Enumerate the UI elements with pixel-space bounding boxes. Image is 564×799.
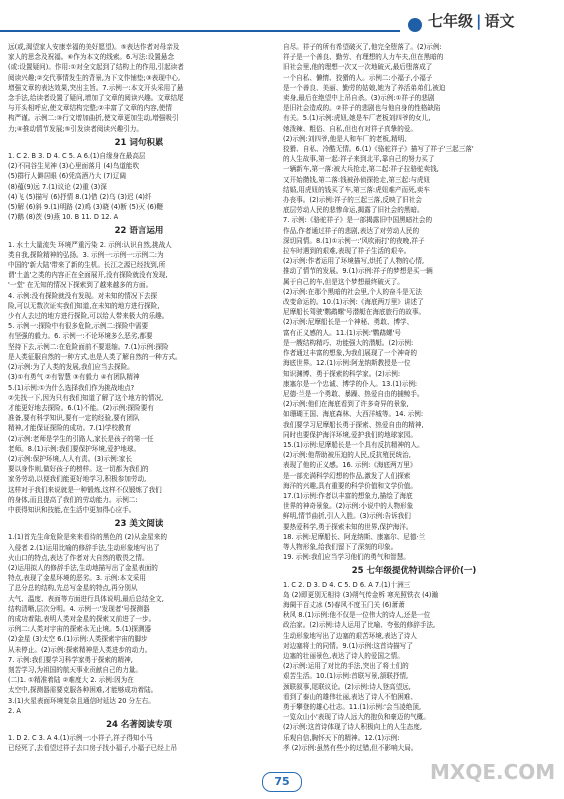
text-line: 乐观自信,胸怀天下的精神。12.(1)示例: [283,733,400,742]
text-line: (2)示例:运用了对比的手法,突出了将士们的 [283,662,409,671]
text-line: 家务劳动,以便我们能更好地学习,积极参加劳动, [8,475,147,484]
text-line: (2)示例:在那个黑暗的社会里,个人的奋斗是无法 [283,287,422,296]
text-line: 从未停止。(2)示例:探索精神是人类进步的动力。 [8,645,152,654]
right-column [283,42,545,753]
text-line: 谓'土盖'之类的内容正在全面展开,没有探险就没有发现, [8,271,168,280]
text-line: (2)不同谷生见神 (3)心里面落月 (4)鸟道能吹 [8,162,140,171]
text-line: 力;④推动情节发展;⑤引发读者阅读兴趣引力。 [8,124,143,133]
text-line: 坚持下去,示例二:在危险面前不要退缩。7.(1)示例:探险 [8,342,169,351]
text-line: 勇于攀登的雄心壮志。11.(1)示例:'会当凌绝顶, [283,703,422,711]
text-line: 1. C 2. D 3. D 4. C 5. D 6. A 7.(1)十洲三 [283,580,411,589]
text-line: 了总分总的结构,先总写金星的特点,再分别从 [8,584,138,593]
text-line: 是一个善良、美丽、勤劳的姑娘,她为了养活弟弟们,被迫 [283,83,446,92]
text-line: (8)蕴(9)远 7.(1)议论 (2)重 (3)深 [8,182,107,191]
text-line: 少有人去过的地方进行探险,可以给人带来极大的乐趣。 [8,312,169,321]
text-line: 岛 (2)即更别无相待 (3)朔气传金柝 寒光照铁衣 (4)瀚 [283,590,439,599]
text-line: 对边塞将士的同情。9.(1)示例:这首诗描写了 [283,641,413,650]
text-line: 中获得知识和技能,在生活中更加得心应手。 [8,505,136,514]
text-line: 太空中,探测器需要克服各种困难,才能够成功着陆。 [8,686,158,695]
text-line: (4)飞 (5)描写 (6)抒情 8.(1)借 (2)乌 (3)迟 (4)纤 [8,192,152,201]
section-title: 22 语言运用 [114,226,164,237]
text-line: (2)示例:刘四爷,他是人和车厂的老板,精明、 [283,134,411,143]
text-line: 才能更好地去探险。6.(1)不能。(2)示例:探险要有 [8,403,154,412]
watermark: MXQE.COM [430,760,556,784]
text-line: 政治家。(2)示例:诗人运用了比喻、夸张的修辞手法, [283,621,436,630]
text-line: 世界的神奇景象。(2)示例:小说中的人物形象 [283,502,414,511]
text-line: 大气、温度、表面等方面进行具体说明,最后总结全文, [8,594,164,603]
text-line: 类自我,探险精神的弘扬。3. 示例一:示例一:示例二:为 [8,250,164,259]
header-rule [0,30,400,32]
text-line: 边塞的壮丽景色,表达了诗人的爱国之情。 [283,651,404,660]
text-line: 5. 示例一:探险中有很多危险,示例二:探险中需要 [8,322,149,331]
text-line: 海阑干百丈冰 (5)春风不度玉门关 (6)萧萧 [283,600,405,609]
text-line: 火山口的特点,表达了作者对大自然的敬畏之情。 [8,553,149,562]
text-line: 如珊瑚王国、海底森林、大西洋城等。14. 示例: [283,410,424,419]
text-line: 属于自己的车,但是这个梦想最终破灭了。 [283,277,404,286]
text-line: 要热爱科学,勇于探索未知的世界,保护海洋。 [283,522,413,531]
text-line: 推动了情节的发展。9.(1)示例:祥子的梦想是买一辆 [283,267,433,276]
text-line: 老师。8.(1)示例:我们要保护环境,爱护地球。 [8,444,141,453]
text-line: 中国的'新大陆'带来了新的生机。长江之源已经找到,所 [8,261,166,270]
text-line: 秋风 8.(1)示例:他不仅是一位伟大的诗人,还是一位 [283,611,431,620]
text-line: 富有正义感的人。11.(1)示例:'鹦鹉螺'号 [283,328,401,337]
text-line: 康塞尔是一个忠诚、博学的仆人。13.(1)示例: [283,379,418,388]
text-line: (2)示例:他们在海底看到了许多奇异的景象, [283,400,409,409]
text-line: 拉车时遇到的艰难,表现了祥子生活的艰辛。 [283,247,411,256]
text-line: 改变命运的。10.(1)示例:《海底两万里》讲述了 [283,298,424,307]
text-line: 一辆新车,第一落:被大兵抢走,第二起:祥子拉骆驼卖钱, [283,165,439,174]
text-line: 底层劳动人民的悲惨命运,揭露了旧社会的黑暗。 [283,206,424,215]
text-line: 海底世界。12.(1)示例:阿龙纳斯教授是一位 [283,359,411,368]
text-line: (2)示例:尼摩船长是一个神秘、勇敢、博学、 [283,318,414,327]
text-line: 看到了泰山的雄伟壮丽,表达了诗人不怕困难、 [283,692,417,701]
text-line: 示例二:人类对宇宙的探索永无止境。5.(1)探测器 [8,625,152,634]
text-line: 艰苦生活。10.(1)示例:首联写景,颔联抒情, [283,672,409,681]
text-line: '一堂' 在无知的情况下探索到了越来越多的方面。 [8,281,153,290]
text-line: 卖身,最后在绝望中上吊自杀。(3)示例:①祥子的悲剧 [283,94,435,103]
text-line: 要以身作则,做好孩子的榜样。这一切都为我们的 [8,465,149,474]
text-line: 构严谨。示例二:③行文增加曲折,使文章更加生动,增强吸引 [8,114,179,123]
text-line: 念手法,给读者设置了疑问,增加了文章的阅读兴趣。文章结尾 [8,94,184,103]
section-title: 25 七年级提优特训综合评价(一) [351,566,477,577]
page-number: 75 [262,772,302,792]
text-line: 结构清晰,层次分明。4. 示例一:'发现者'号探测器 [8,604,150,613]
text-line: 作者通过丰富的想象,为我们展现了一个神奇的 [283,349,417,358]
text-line: 已经死了,去看望过祥子去口房子找小福子,小福子已经上吊 [8,744,178,753]
text-line: 刻苦学习,为祖国的航天事业贡献自己的力量。 [8,665,142,674]
text-line: 有坚强的毅力。6. 示例一:不论环境多么恶劣,都要 [8,332,153,341]
text-line: 4. 示例:没有探险就没有发现。对未知的情况下去探 [8,291,158,300]
text-line: 18. 示例:尼摩船长、阿龙纳斯、康塞尔、尼德·兰 [283,532,426,541]
header-subject: 语文 [484,12,515,30]
header-dot-icon [408,18,422,32]
text-line: 5.(1)示例:①为什么选择我们作为挑战地点? [8,383,135,392]
text-line: 是人类征服自然的一种方式,也是人类了解自然的一种方式。 [8,352,182,361]
text-line: 又开始攒钱,第二落:钱被孙侦探抢走,第三起:与虎妞 [283,175,431,184]
header-grade: 七年级 [428,12,474,30]
text-line: 尼德·兰是一个勇敢、暴躁、热爱自由的捕鲸手。 [283,389,424,398]
text-line: 19. 示例:我们应当学习他们的勇气和智慧。 [283,553,410,562]
text-line: (2)金星 (3)太空 6.(1)示例:人类探索宇宙的脚步 [8,635,148,644]
text-line: 我们要学习尼摩船长勇于探索、热爱自由的精神, [283,420,424,429]
text-line: 险,可以无数次证实我们知道,在未知的地方进行探险, [8,301,160,310]
text-line: 1. D 2. C 3. A 4.(1)示例一:小祥子,祥子得知小马 [8,734,153,743]
text-line: 深切同情。8.(1)①示例一:'风吹雨打'的夜晚,祥子 [283,236,425,245]
text-line: 的身体,而且提高了我们的劳动能力。示例二: [8,495,138,504]
text-line: 生动形象地写出了边塞的艰苦环境,表达了诗人 [283,631,417,640]
text-line: 办丧事。(2)示例:祥子的三起三落,反映了旧社会 [283,196,422,205]
text-line: 知识渊博、勇于探索的科学家。(2)示例: [283,369,401,378]
text-line: (2)示例:老师是学生的引路人,家长是孩子的第一任 [8,434,154,443]
text-line: (7)鹅 (8)茨 (9)燕 10. B 11. D 12. A [8,213,119,222]
text-line: 结婚,用虎妞的钱买了车,第三落:虎妞难产而死,卖车 [283,185,430,194]
text-line: 海洋的兴趣,具有重要的科学价值和文学价值。 [283,481,417,490]
text-line: 增强文章的表达效果,突出主旨。7.示例一:本文开头采用了悬 [8,83,184,92]
text-line: 2. A [8,706,21,715]
text-line: 一个自私、懒惰、狡猾的人。示例二:小福子,小福子 [283,73,433,82]
text-line: 7. 示例:《骆驼祥子》是一部揭露旧中国黑暗社会的 [283,216,433,225]
text-line: 阅读兴趣;②交代事情发生的背景,为下文作铺垫;③表现中心, [8,73,181,82]
section-title: 24 名著阅读专项 [106,720,172,730]
text-line: 17.(1)示例:作者以丰富的想象力,描绘了海底 [283,491,413,500]
text-line: (或:设置疑问)。作用:①对全文起到了结构上的作用,引起读者 [8,63,184,72]
text-line: 旧社会里,他的理想一次又一次地破灭,最后堕落成了 [283,63,433,72]
text-line: (2)示例:他帮助被压迫的人民,反抗殖民统治, [283,451,411,460]
text-line: (2)示例:这首诗体现了诗人积极向上的人生态度, [283,723,422,732]
text-line: 尼摩船长驾驶'鹦鹉螺'号潜艇在海底旅行的故事。 [283,308,426,317]
section-title: 21 词句积累 [114,137,164,148]
text-line: 特点,表现了金星环境的恶劣。3. 示例:本文采用 [8,574,146,583]
text-line: 准备,要有科学知识,要有一定的经验,要有团队 [8,414,140,423]
header-title [428,10,515,31]
text-line: 鲜明,情节曲折,引人入胜。(3)示例:告诉我们 [283,512,411,521]
text-line: 是一部充满科学幻想的作品,激发了人们探索 [283,471,411,480]
text-line: 家人的思念及祝福。⑥作为本文的线索。6.写法:设置悬念 [8,53,175,62]
text-line: 3.(1)火星表面环境复杂且通信时延达 20 分左右。 [8,696,155,705]
header-separator: | [476,12,482,30]
text-line: 入侵者 2.(1)运用比喻的修辞手法,生动形象地写出了 [8,543,160,552]
text-line: (2)示例:保护环境,人人有责。(3)示例:家长 [8,454,133,463]
left-column [8,42,270,754]
text-line: 作品,作者通过祥子的悲剧,表达了对劳动人民的 [283,226,420,235]
text-line: 1. C 2. B 3. D 4. C 5. A 6.(1)自缘身在最高层 [8,152,146,161]
text-line: 与开头相呼应,使文章结构完整;②丰富了文章的内容,使情 [8,104,172,113]
text-line: 精神,才能保证探险的成功。7.(1)学校教育 [8,424,132,433]
text-line: 1. 水土大量流失 环境严重污染 2. 示例:认识自然,挑战人 [8,240,172,249]
text-line: 的成功着陆,表明人类对金星的探索又前进了一步。 [8,614,156,623]
text-line: (5)群行人僻居眼 (6)凭高酒乃大 (7)辽阔 [8,172,126,181]
text-line: 她泼辣、粗俗、自私,但也有对祥子真挚的爱。 [283,124,417,133]
text-line: 表现了他的正义感。16. 示例:《海底两万里》 [283,461,417,470]
text-line: ②先找一下,因为只有我们知道了解了这个地方的情况, [8,393,164,402]
text-line: 是一艘结构精巧、功能强大的潜艇。(2)示例: [283,338,414,347]
text-line: 狡猾、自私、冷酷无情。6.(1)《骆驼祥子》描写了祥子'三起三落' [283,145,474,154]
text-line: 自尽。祥子的所有希望破灭了,他完全堕落了。(2)示例: [283,43,442,51]
text-line: 7. 示例:我们要学习科学家勇于探索的精神, [8,655,133,664]
text-line: 祥子是一个善良、勤劳、有理想的人力车夫,但在黑暗的 [283,53,444,62]
text-line: (5)解 (6)斜 9.(1)明路 (2)鸡 (3)晓 (4)断 (5)灭 (6)鞭 [8,203,164,212]
text-line: 这样对于我们来说就是一种锻炼,这样不仅锻炼了我们 [8,485,162,494]
text-line: (二)1. ①精准着陆 ②难度大 2. 示例:因为在 [8,676,134,685]
text-line: 15.(1)示例:尼摩船长是一个具有反抗精神的人。 [283,440,424,449]
text-line: 1.(1)首先生命危险是来来看待的黑色的 (2)从金星来的 [8,533,167,542]
text-line: (2)示例:作者运用了环境描写,烘托了人物的心情, [283,257,425,266]
text-line: 远(或,渴望家人安康幸福的美好愿望)。⑤表达作者对母亲及 [8,43,180,51]
page-header [0,0,564,44]
text-line: 一览众山小'表现了诗人远大的抱负和豪迈的气概。 [283,713,430,722]
text-line: 同时也要保护海洋环境,爱护我们的地球家园。 [283,430,417,439]
text-line: 有关。5.(1)示例:虎妞,她是车厂老板刘四爷的女儿, [283,114,431,123]
text-line: 颈联叙事,尾联议论。(2)示例:诗人登高望远, [283,682,411,691]
text-line: 孝 (2)示例:虽然有些小的过错,但不影响大局。 [283,743,418,752]
section-title: 23 美文阅读 [114,519,164,530]
text-line: (3)①有勇气 ②有智慧 ③有毅力 ④有团队精神 [8,373,140,382]
text-line: 的人生故事,第一起:祥子来到北平,靠自己的努力买了 [283,155,435,164]
text-line: (2)运用拟人的修辞手法,生动地描写出了金星表面的 [8,563,158,572]
text-line: 等人物形象,给我们留下了深刻的印象。 [283,542,398,551]
text-line: (2)示例:为了人类的发展,我们应当去探险。 [8,363,134,372]
text-line: 是旧社会造成的。②祥子的悲剧也与他自身的性格缺陷 [283,104,441,113]
